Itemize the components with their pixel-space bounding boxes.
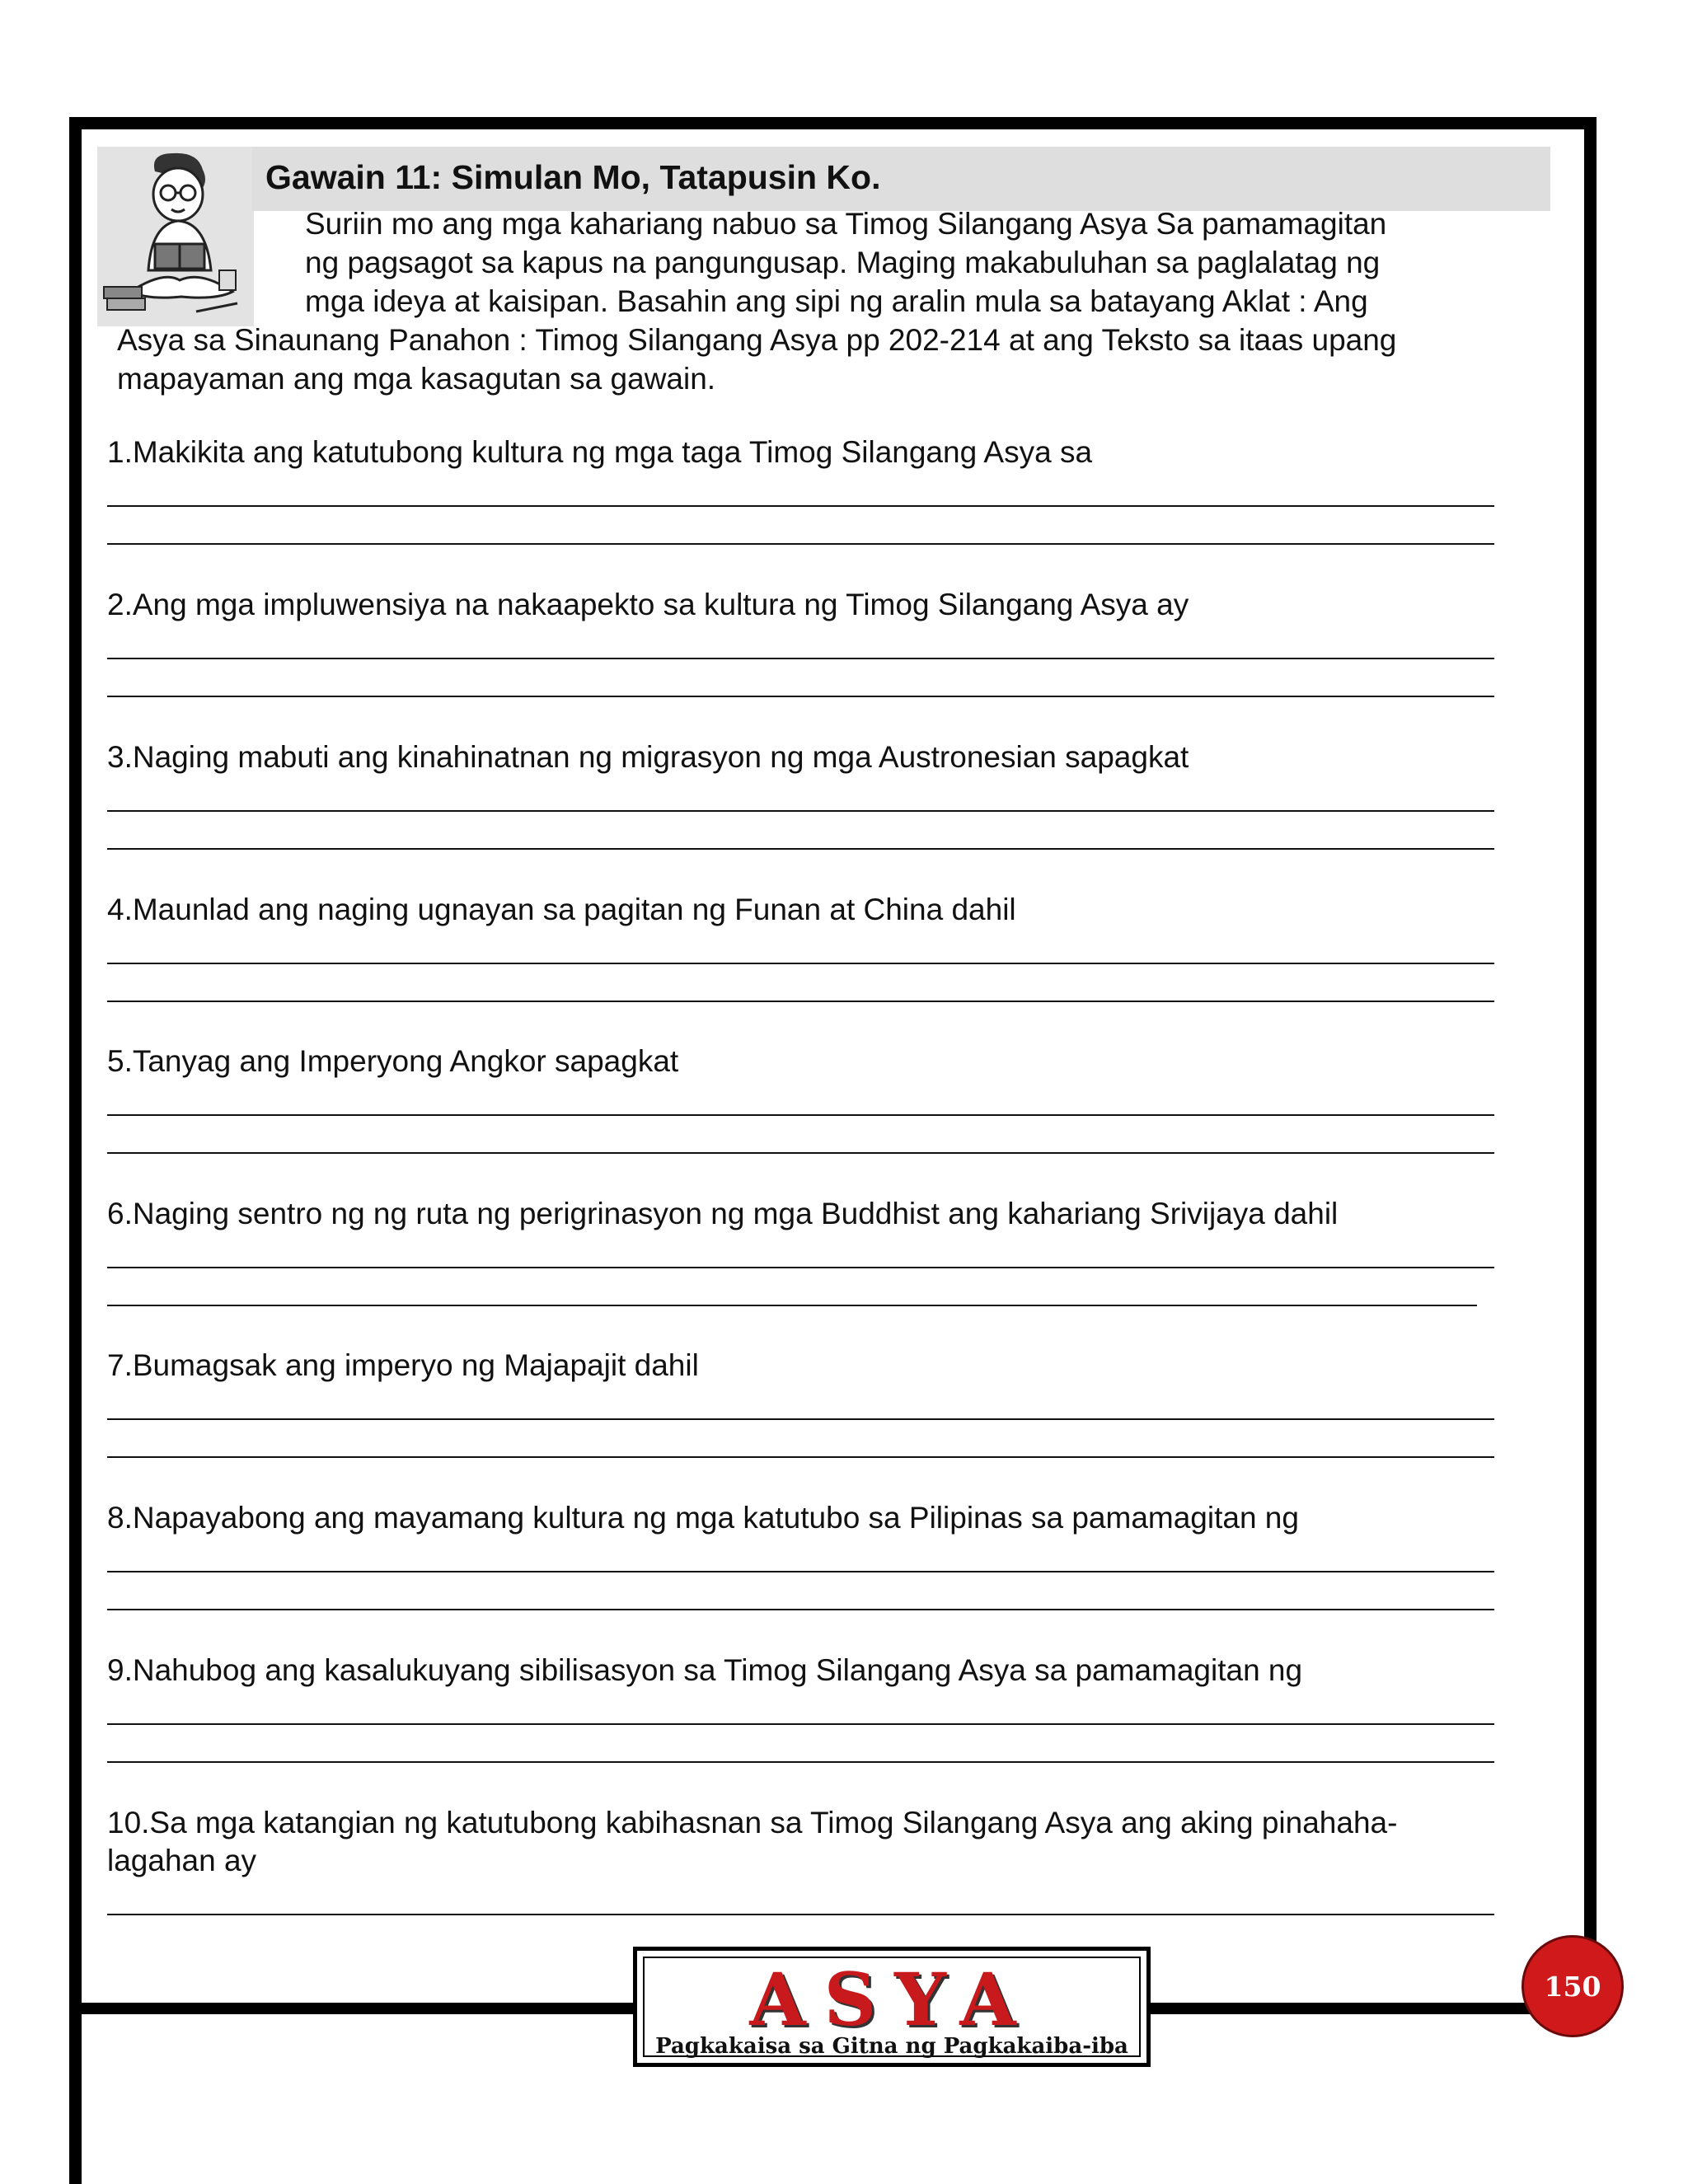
answer-line: [107, 658, 1494, 659]
answer-line: [107, 543, 1494, 545]
instruction-line: mga ideya at kaisipan. Basahin ang sipi ng aralin mula sa batayang Aklat : Ang: [305, 284, 1368, 318]
logo-inner-border: [643, 1957, 1141, 2057]
asya-logo: [633, 1947, 1151, 2067]
answer-line: [107, 963, 1494, 964]
question-5: 5.Tanyag ang Imperyong Angkor sapagkat: [107, 1044, 679, 1078]
answer-line: [107, 1114, 1494, 1116]
answer-line: [107, 810, 1494, 812]
question-4: 4.Maunlad ang naging ugnayan sa pagitan ng Funan at China dahil: [107, 893, 1016, 926]
answer-line: [107, 1001, 1494, 1002]
question-3: 3.Naging mabuti ang kinahinatnan ng migrasyon ng mga Austronesian sapagkat: [107, 740, 1189, 774]
question-10-continued: lagahan ay: [107, 1844, 257, 1877]
page-border-top: [69, 117, 1597, 129]
answer-line: [107, 1267, 1494, 1268]
answer-line: [107, 505, 1494, 507]
page-number-badge: 150: [1522, 1935, 1624, 2037]
answer-line: [107, 696, 1494, 697]
question-1: 1.Makikita ang katutubong kultura ng mga taga Timog Silangang Asya sa: [107, 435, 1093, 469]
question-8: 8.Napayabong ang mayamang kultura ng mga katutubo sa Pilipinas sa pamamagitan ng: [107, 1501, 1299, 1535]
answer-line: [107, 1571, 1494, 1572]
activity-instructions: [117, 204, 1518, 398]
answer-line: [107, 848, 1494, 850]
instruction-line: ng pagsagot sa kapus na pangungusap. Maging makabuluhan sa paglalatag ng: [305, 246, 1381, 279]
question-10: 10.Sa mga katangian ng katutubong kabihasnan sa Timog Silangang Asya ang aking pinahaha-: [107, 1806, 1398, 1840]
answer-line: [107, 1723, 1494, 1725]
answer-line: [107, 1456, 1494, 1458]
answer-line: [107, 1761, 1494, 1763]
answer-line: [107, 1609, 1494, 1610]
answer-line: [107, 1152, 1494, 1154]
answer-line: [107, 1305, 1477, 1306]
question-7: 7.Bumagsak ang imperyo ng Majapajit dahil: [107, 1348, 699, 1382]
activity-title: Gawain 11: Simulan Mo, Tatapusin Ko.: [265, 158, 881, 196]
question-2: 2.Ang mga impluwensiya na nakaapekto sa kultura ng Timog Silangang Asya ay: [107, 588, 1189, 621]
instruction-line: mapayaman ang mga kasagutan sa gawain.: [117, 362, 716, 396]
logo-tagline: Pagkakaisa sa Gitna ng Pagkakaiba-iba: [655, 2034, 1128, 2059]
answer-line: [107, 1418, 1494, 1420]
activity-title-bar: [252, 147, 1550, 211]
instruction-line: Suriin mo ang mga kahariang nabuo sa Timog Silangang Asya Sa pamamagitan: [305, 207, 1387, 241]
question-9: 9.Nahubog ang kasalukuyang sibilisasyon sa Timog Silangang Asya sa pamamagitan ng: [107, 1653, 1303, 1687]
page-border-left: [69, 117, 82, 2184]
question-6: 6.Naging sentro ng ng ruta ng perigrinasyon ng mga Buddhist ang kahariang Srivijaya dahil: [107, 1197, 1339, 1230]
page-border-right: [1584, 117, 1597, 2013]
logo-word: ASYA: [749, 1957, 1034, 2042]
answer-line: [107, 1914, 1494, 1915]
instruction-line: Asya sa Sinaunang Panahon : Timog Silangang Asya pp 202-214 at ang Teksto sa itaas upang: [117, 323, 1397, 357]
